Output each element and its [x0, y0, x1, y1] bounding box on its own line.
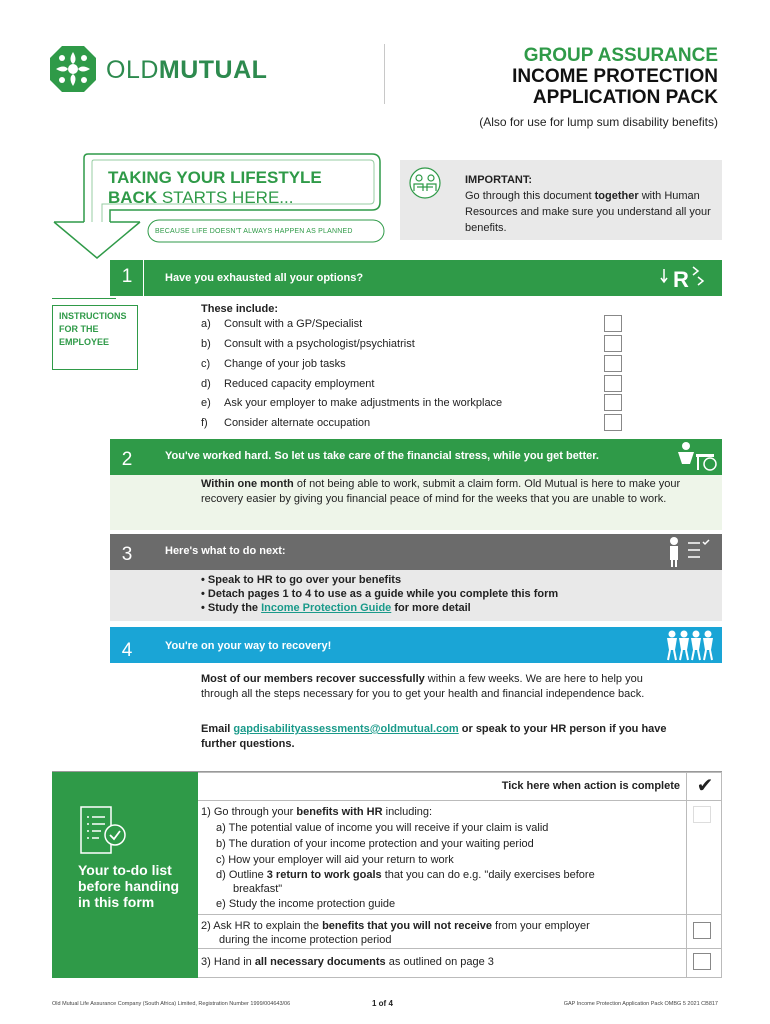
todo-sub-b: b) The duration of your income protection and your waiting period [216, 838, 534, 850]
todo-item-3-checkbox[interactable] [693, 953, 711, 970]
todo-item-2-continued: during the income protection period [219, 934, 392, 946]
todo-row-divider [198, 948, 722, 949]
instructions-label: INSTRUCTIONS FOR THE EMPLOYEE [52, 305, 138, 370]
option-b-checkbox[interactable] [604, 335, 622, 352]
todo-sub-d: d) Outline 3 return to work goals that you can do e.g. "daily exercises before [216, 869, 595, 881]
footer-company-registration: Old Mutual Life Assurance Company (South Africa) Limited, Registration Number 1999/004643/06 [52, 1001, 291, 1007]
option-c: c) Change of your job tasks [201, 358, 346, 370]
option-e: e) Ask your employer to make adjustments in the workplace [201, 397, 503, 409]
banner-heading [108, 168, 322, 208]
banner-line-2: BACK STARTS HERE... [108, 188, 294, 207]
option-b: b) Consult with a psychologist/psychiatrist [201, 338, 415, 350]
section-3-title: Here's what to do next: [165, 545, 286, 557]
title-line-1: GROUP ASSURANCE [523, 45, 718, 66]
section-1-divider [143, 260, 144, 296]
step-bullet-2: • Detach pages 1 to 4 to use as a guide while you complete this form [201, 588, 559, 600]
section-2-title: You've worked hard. So let us take care of the financial stress, while you get better. [165, 450, 599, 462]
todo-row-divider [198, 914, 722, 915]
step-bullet-3: • Study the Income Protection Guide for more detail [201, 602, 471, 614]
section-4-paragraph-1: Most of our members recover successfully within a few weeks. We are here to help you through all the steps necessary for you to get your health and financial independence back. [201, 673, 645, 700]
checklist-document-icon [75, 803, 131, 859]
checklist-person-icon [664, 535, 716, 569]
section-4-paragraph-2: Email gapdisabilityassessments@oldmutual.com or speak to your HR person if you have further questions. [201, 723, 667, 750]
company-logo-text: OLDMUTUAL [106, 56, 268, 84]
banner-tagline: BECAUSE LIFE DOESN'T ALWAYS HAPPEN AS PLANNED [155, 228, 353, 235]
income-protection-guide-link[interactable]: Income Protection Guide [261, 602, 392, 614]
title-line-2: INCOME PROTECTION [512, 66, 718, 87]
meeting-icon [403, 163, 459, 211]
todo-item-2-checkbox[interactable] [693, 922, 711, 939]
celebrating-people-icon [664, 628, 716, 662]
option-d: d) Reduced capacity employment [201, 378, 375, 390]
todo-title: Your to-do list before handing in this form [78, 862, 180, 910]
document-subtitle: (Also for use for lump sum disability benefits) [479, 115, 718, 129]
document-title [512, 45, 718, 108]
title-line-3: APPLICATION PACK [532, 87, 718, 108]
section-4-title: You're on your way to recovery! [165, 640, 332, 652]
todo-item-2: 2) Ask HR to explain the benefits that you will not receive from your employer [201, 920, 590, 932]
footer-document-code: GAP Income Protection Application Pack OMBG 5 2021 CB817 [563, 1001, 718, 1007]
section-1-title: Have you exhausted all your options? [165, 272, 364, 284]
section-3-number: 3 [121, 544, 133, 565]
old-mutual-logo-icon [48, 44, 98, 94]
page-number: 1 of 4 [372, 999, 393, 1008]
option-e-checkbox[interactable] [604, 394, 622, 411]
svg-text:R: R [673, 267, 689, 292]
option-f: f) Consider alternate occupation [201, 417, 371, 429]
todo-item-1: 1) Go through your benefits with HR including: [201, 806, 433, 818]
tick-column-header: Tick here when action is complete [501, 780, 680, 792]
todo-item-3: 3) Hand in all necessary documents as outlined on page 3 [201, 956, 494, 968]
todo-sub-e: e) Study the income protection guide [216, 898, 396, 910]
todo-item-1-checkbox[interactable] [693, 806, 711, 823]
option-d-checkbox[interactable] [604, 375, 622, 392]
options-icon [660, 261, 712, 295]
banner-line-1: TAKING YOUR LIFESTYLE [108, 168, 322, 187]
email-link[interactable]: gapdisabilityassessments@oldmutual.com [233, 723, 459, 735]
tick-icon: ✔ [696, 775, 714, 797]
section-2-number: 2 [121, 449, 133, 470]
important-heading: IMPORTANT: [465, 174, 533, 186]
step-bullet-1: • Speak to HR to go over your benefits [201, 574, 402, 586]
todo-sub-d-continued: breakfast" [233, 883, 283, 895]
option-c-checkbox[interactable] [604, 355, 622, 372]
option-f-checkbox[interactable] [604, 414, 622, 431]
worker-desk-icon [668, 440, 720, 474]
todo-sub-c: c) How your employer will aid your return to work [216, 854, 454, 866]
todo-row-divider [198, 800, 722, 801]
instructions-divider [52, 298, 116, 299]
important-text: IMPORTANT: Go through this document together with Human Resources and make sure you understand all your benefits. [465, 172, 720, 236]
section-1-number: 1 [121, 266, 133, 287]
options-intro: These include: [201, 303, 279, 315]
section-2-text: Within one month of not being able to work, submit a claim form. Old Mutual is here to make your recovery easier by giving you financial peace of mind for the weeks that you are unable to work. [201, 478, 681, 505]
option-a-checkbox[interactable] [604, 315, 622, 332]
section-4-number: 4 [121, 640, 133, 661]
header-divider [384, 44, 385, 104]
option-a: a) Consult with a GP/Specialist [201, 318, 363, 330]
todo-sub-a: a) The potential value of income you will receive if your claim is valid [216, 822, 549, 834]
